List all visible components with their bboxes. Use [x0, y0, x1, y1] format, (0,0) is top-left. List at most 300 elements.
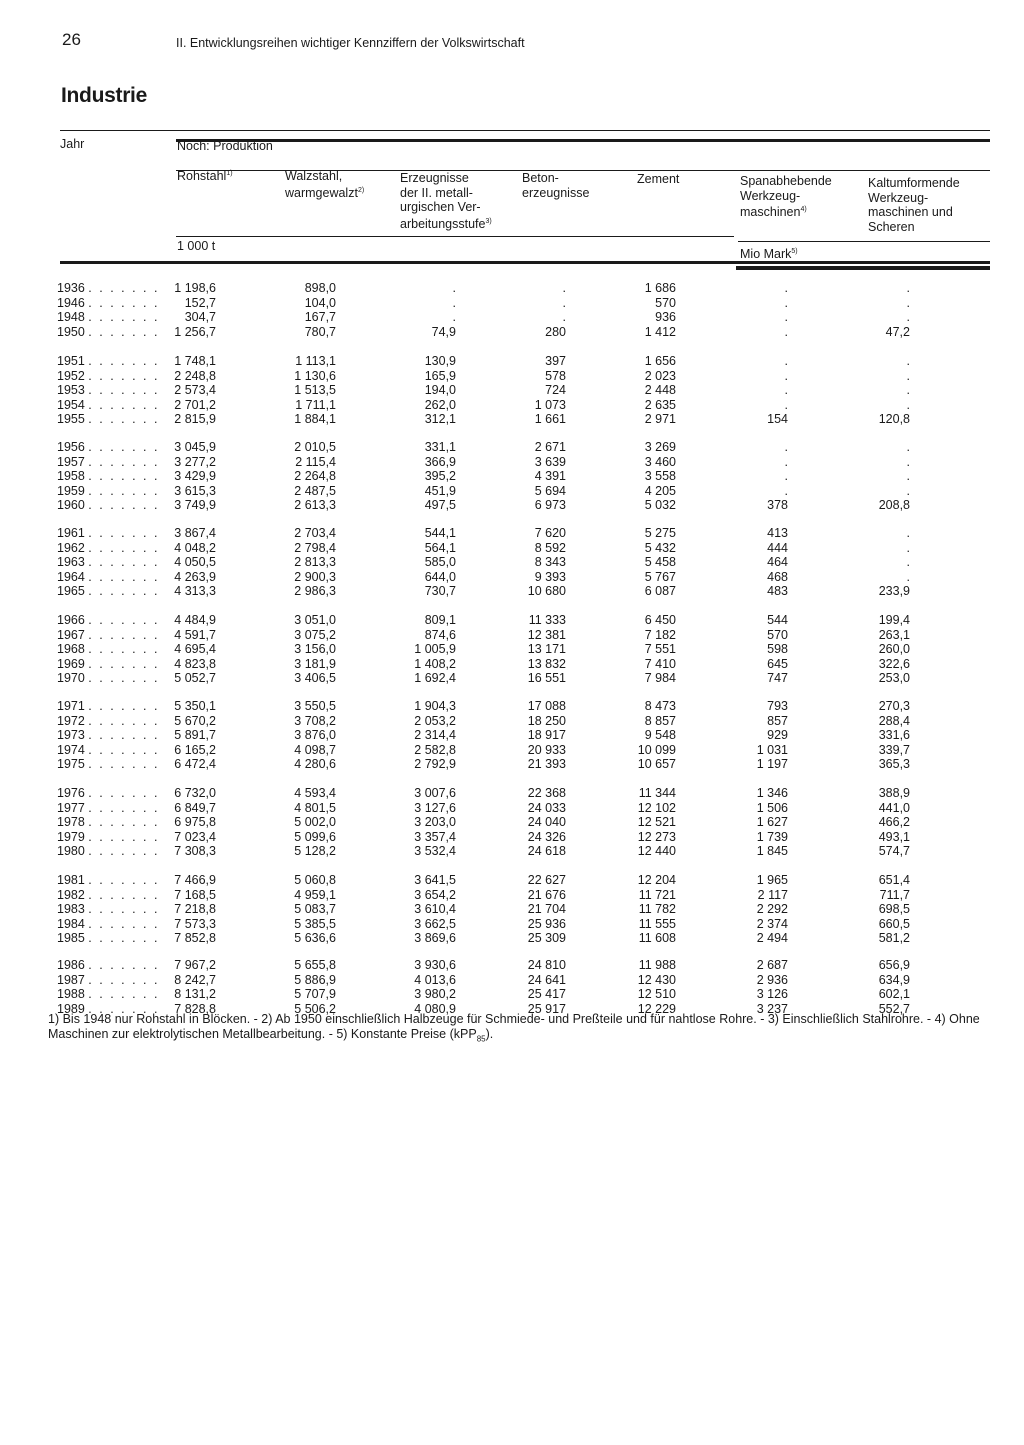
table-cell: 280 [545, 324, 566, 339]
leader-dots: . . . . . . . [88, 656, 160, 671]
column-header-rohstahl [177, 167, 233, 184]
leader-dots: . . . . . . . [88, 383, 160, 397]
table-cell: 464 [767, 555, 788, 569]
table-row [0, 613, 1024, 628]
table-cell: 331,6 [878, 728, 910, 742]
table-row [0, 498, 1024, 513]
table-cell: 17 088 [527, 699, 566, 713]
year-value: 1967 [57, 627, 85, 642]
table-cell: 645 [767, 656, 788, 671]
table-cell: 21 676 [527, 887, 566, 902]
table-cell: 5 052,7 [174, 671, 216, 685]
table-cell: 3 126 [756, 987, 788, 1001]
column-header-line: warmgewalzt [285, 185, 358, 200]
leader-dots: . . . . . . . [88, 498, 160, 512]
footnote-ref: 3) [485, 217, 492, 225]
table-cell: . [784, 397, 788, 412]
leader-dots: . . . . . . . [88, 958, 160, 972]
section-title: Industrie [61, 84, 147, 107]
table-cell: 7 573,3 [174, 916, 216, 931]
table-cell: 3 550,5 [294, 699, 336, 713]
table-cell: 3 075,2 [294, 627, 336, 642]
table-cell: 4 801,5 [294, 800, 336, 815]
year-cell [57, 902, 160, 917]
table-cell: 2 815,9 [174, 412, 216, 426]
footnote-ref: 2) [357, 186, 365, 194]
table-cell: 5 891,7 [174, 728, 216, 742]
table-cell: 711,7 [879, 887, 910, 902]
table-cell: . [784, 469, 788, 483]
table-cell: . [562, 295, 566, 310]
year-value: 1958 [57, 469, 85, 483]
table-cell: 270,3 [878, 699, 910, 713]
year-cell [57, 454, 160, 470]
table-cell: 8 473 [644, 699, 676, 713]
year-value: 1959 [57, 483, 85, 498]
table-cell: 1 412 [644, 324, 676, 339]
year-cell [57, 815, 160, 830]
leader-dots: . . . . . . . [88, 786, 160, 800]
table-cell: 8 131,2 [174, 987, 216, 1001]
table-cell: 3 051,0 [294, 613, 336, 627]
running-head: II. Entwicklungsreihen wichtiger Kennziffern der Volkswirtschaft [176, 36, 525, 50]
table-cell: 7 620 [534, 526, 566, 540]
leader-dots: . . . . . . . [88, 368, 160, 383]
table-cell: 2 971 [644, 412, 676, 426]
leader-dots: . . . . . . . [88, 728, 160, 742]
table-cell: 3 406,5 [294, 671, 336, 685]
year-value: 1979 [57, 829, 85, 844]
table-cell: 304,7 [184, 310, 216, 324]
year-cell [57, 656, 160, 672]
footnote-end: ). [485, 1027, 494, 1041]
table-cell: 413 [767, 526, 788, 540]
table-row [0, 743, 1024, 758]
table-cell: 929 [767, 728, 788, 742]
table-row [0, 801, 1024, 816]
table-row [0, 455, 1024, 470]
table-cell: 12 521 [637, 815, 676, 829]
leader-dots: . . . . . . . [88, 987, 160, 1001]
table-cell: 11 721 [638, 887, 676, 902]
leader-dots: . . . . . . . [88, 642, 160, 656]
year-cell [57, 757, 160, 772]
table-cell: . [906, 368, 910, 383]
table-cell: 233,9 [878, 584, 910, 598]
table-cell: 4 013,6 [414, 972, 456, 987]
table-cell: 3 869,6 [414, 931, 456, 945]
table-row [0, 757, 1024, 772]
table-row [0, 541, 1024, 556]
table-cell: . [906, 295, 910, 310]
table-cell: 2 374 [756, 916, 788, 931]
table-row [0, 714, 1024, 729]
year-value: 1961 [57, 526, 85, 540]
table-row [0, 728, 1024, 743]
table-cell: 644,0 [424, 569, 456, 584]
table-cell: . [452, 281, 456, 295]
table-cell: 22 368 [527, 786, 566, 800]
table-cell: 11 988 [638, 958, 676, 972]
table-cell: 5 128,2 [294, 844, 336, 858]
leader-dots: . . . . . . . [88, 671, 160, 685]
footnote-ref: 4) [800, 206, 807, 213]
year-cell [57, 844, 160, 859]
leader-dots: . . . . . . . [88, 972, 160, 987]
table-cell: 6 087 [644, 584, 676, 598]
table-cell: . [784, 383, 788, 397]
table-cell: 1 256,7 [174, 324, 216, 339]
table-cell: 4 484,9 [174, 613, 216, 627]
table-cell: 5 385,5 [294, 916, 336, 931]
table-cell: 21 393 [527, 757, 566, 771]
table-cell: 1 748,1 [174, 354, 216, 368]
table-cell: 395,2 [424, 469, 456, 483]
table-cell: 3 876,0 [294, 728, 336, 742]
table-cell: 322,6 [878, 656, 910, 671]
table-cell: 6 975,8 [174, 815, 216, 829]
table-cell: 3 610,4 [414, 902, 456, 916]
table-cell: 809,1 [424, 613, 456, 627]
table-cell: 1 739 [756, 829, 788, 844]
year-cell [57, 412, 160, 427]
table-cell: 13 171 [527, 642, 566, 656]
table-cell: 2 701,2 [174, 397, 216, 412]
year-value: 1950 [57, 324, 85, 339]
table-cell: 130,9 [424, 354, 456, 368]
table-cell: . [784, 310, 788, 324]
table-cell: 468 [767, 569, 788, 584]
year-cell [57, 829, 160, 845]
header-bottom-rule-right [736, 266, 990, 270]
table-cell: 3 654,2 [414, 887, 456, 902]
table-cell: 5 432 [644, 540, 676, 555]
table-cell: 793 [767, 699, 788, 713]
table-cell: 262,0 [424, 397, 456, 412]
table-cell: 2 494 [756, 931, 788, 945]
table-row [0, 325, 1024, 340]
table-cell: 167,7 [304, 310, 336, 324]
table-cell: 2 115,4 [295, 454, 336, 469]
table-cell: 5 032 [644, 498, 676, 512]
year-value: 1970 [57, 671, 85, 685]
table-cell: 288,4 [878, 713, 910, 728]
table-cell: 2 248,8 [174, 368, 216, 383]
year-value: 1977 [57, 800, 85, 815]
table-row [0, 354, 1024, 369]
year-value: 1976 [57, 786, 85, 800]
column-header-label: Rohstahl [177, 169, 227, 183]
table-cell: 651,4 [878, 873, 910, 887]
units-rule-left [176, 236, 734, 237]
table-cell: 24 618 [527, 844, 566, 858]
table-row [0, 369, 1024, 384]
table-cell: 1 005,9 [414, 642, 456, 656]
table-cell: 11 782 [638, 902, 676, 916]
year-value: 1972 [57, 713, 85, 728]
table-top-rule [60, 130, 990, 131]
table-cell: 5 275 [644, 526, 676, 540]
year-value: 1983 [57, 902, 85, 916]
table-cell: 331,1 [424, 440, 456, 454]
table-cell: 22 627 [527, 873, 566, 887]
table-cell: . [784, 483, 788, 498]
year-value: 1985 [57, 931, 85, 945]
table-row [0, 555, 1024, 570]
table-cell: . [906, 469, 910, 483]
table-cell: 4 593,4 [294, 786, 336, 800]
table-cell: 1 130,6 [294, 368, 336, 383]
column-header-line: Werkzeug- [740, 188, 801, 203]
year-cell [57, 713, 160, 729]
table-cell: 7 308,3 [174, 844, 216, 858]
table-cell: 47,2 [885, 324, 910, 339]
table-cell: 581,2 [878, 931, 910, 945]
table-cell: 11 555 [638, 916, 676, 931]
table-cell: 2 573,4 [174, 383, 216, 397]
year-value: 1946 [57, 295, 85, 310]
table-cell: 3 615,3 [174, 483, 216, 498]
year-value: 1988 [57, 987, 85, 1001]
table-cell: 25 917 [527, 1001, 566, 1016]
table-cell: 602,1 [878, 987, 910, 1001]
table-cell: 25 417 [527, 987, 566, 1001]
table-cell: . [906, 281, 910, 295]
table-cell: 936 [655, 310, 676, 324]
units-rule-right [738, 241, 990, 242]
table-cell: 2 582,8 [414, 742, 456, 757]
table-cell: 194,0 [424, 383, 456, 397]
table-row [0, 973, 1024, 988]
table-cell: 4 695,4 [174, 642, 216, 656]
footnote-subscript: 85 [476, 1034, 486, 1044]
table-cell: 7 168,5 [174, 887, 216, 902]
year-cell [57, 540, 160, 556]
group-header: Noch: Produktion [177, 139, 273, 153]
table-cell: 3 269 [644, 440, 676, 454]
year-header: Jahr [60, 137, 85, 151]
table-cell: 1 692,4 [414, 671, 456, 685]
leader-dots: . . . . . . . [88, 757, 160, 771]
table-row [0, 671, 1024, 686]
table-cell: . [784, 295, 788, 310]
table-cell: 8 857 [644, 713, 676, 728]
table-row [0, 888, 1024, 903]
table-cell: 2 813,3 [294, 555, 336, 569]
table-cell: . [906, 397, 910, 412]
table-cell: 747 [767, 671, 788, 685]
year-cell [57, 728, 160, 743]
table-cell: 1 627 [756, 815, 788, 829]
table-cell: 7 182 [644, 627, 676, 642]
column-header-line: Scheren [868, 219, 915, 234]
year-cell [57, 397, 160, 413]
table-cell: 154 [767, 412, 788, 426]
year-cell [57, 295, 160, 311]
year-cell [57, 383, 160, 398]
year-value: 1953 [57, 383, 85, 397]
table-cell: 3 708,2 [294, 713, 336, 728]
table-cell: 4 823,8 [174, 656, 216, 671]
year-value: 1957 [57, 454, 85, 469]
table-cell: 3 127,6 [414, 800, 456, 815]
table-cell: 3 532,4 [414, 844, 456, 858]
table-cell: 11 608 [638, 931, 676, 945]
leader-dots: . . . . . . . [88, 584, 160, 598]
year-value: 1936 [57, 281, 85, 295]
year-value: 1954 [57, 397, 85, 412]
table-cell: 312,1 [424, 412, 456, 426]
table-cell: 444 [767, 540, 788, 555]
table-cell: 12 381 [527, 627, 566, 642]
table-row [0, 958, 1024, 973]
year-cell [57, 642, 160, 657]
year-value: 1980 [57, 844, 85, 858]
table-cell: 25 309 [527, 931, 566, 945]
table-cell: 4 080,9 [414, 1001, 456, 1016]
table-cell: . [906, 569, 910, 584]
column-header-line: Beton- [522, 171, 559, 185]
table-cell: . [562, 310, 566, 324]
table-row [0, 383, 1024, 398]
year-cell [57, 931, 160, 946]
leader-dots: . . . . . . . [88, 310, 160, 324]
leader-dots: . . . . . . . [88, 1001, 160, 1016]
footnote-text: 1) Bis 1948 nur Rohstahl in Blöcken. - 2) Ab 1950 einschließlich Halbzeuge für Schmiede- und Preßteile und für nahtlose Rohre. - 3) Einschließlich Stahlrohre. - 4) Ohne Maschinen zur elektrolytischen Metallbearbeitung. - 5) Konstante Preise (kPP [48, 1012, 980, 1041]
table-cell: 2 314,4 [414, 728, 456, 742]
table-cell: 2 687 [756, 958, 788, 972]
table-cell: 1 506 [756, 800, 788, 815]
table-cell: 570 [655, 295, 676, 310]
table-cell: 1 904,3 [414, 699, 456, 713]
year-value: 1978 [57, 815, 85, 829]
leader-dots: . . . . . . . [88, 483, 160, 498]
table-cell: 451,9 [424, 483, 456, 498]
table-cell: 552,7 [878, 1001, 910, 1016]
table-cell: 5 694 [534, 483, 566, 498]
leader-dots: . . . . . . . [88, 699, 160, 713]
table-cell: 8 343 [534, 555, 566, 569]
year-cell [57, 742, 160, 758]
leader-dots: . . . . . . . [88, 324, 160, 339]
table-cell: 7 551 [644, 642, 676, 656]
table-cell: 9 548 [644, 728, 676, 742]
year-cell [57, 310, 160, 325]
table-row [0, 526, 1024, 541]
table-cell: 544 [767, 613, 788, 627]
column-header-line: urgischen Ver- [400, 200, 481, 214]
year-value: 1975 [57, 757, 85, 771]
table-cell: 12 229 [637, 1001, 676, 1016]
table-cell: 1 686 [644, 281, 676, 295]
table-cell: 2 487,5 [294, 483, 336, 498]
table-cell: 5 886,9 [294, 972, 336, 987]
table-cell: 11 333 [528, 613, 566, 627]
column-header-erzeugnisse [400, 171, 492, 231]
column-header-line: Erzeugnisse [400, 171, 469, 185]
table-cell: . [906, 454, 910, 469]
column-header-line: Spanabhebende [740, 174, 832, 188]
table-cell: 6 849,7 [174, 800, 216, 815]
table-top-rule-bold [176, 139, 990, 142]
table-cell: 656,9 [878, 958, 910, 972]
table-cell: 24 810 [527, 958, 566, 972]
year-value: 1989 [57, 1001, 85, 1016]
table-cell: . [906, 555, 910, 569]
table-cell: 120,8 [878, 412, 910, 426]
leader-dots: . . . . . . . [88, 295, 160, 310]
table-cell: 3 181,9 [294, 656, 336, 671]
table-cell: 74,9 [431, 324, 456, 339]
leader-dots: . . . . . . . [88, 844, 160, 858]
year-value: 1956 [57, 440, 85, 454]
table-cell: . [784, 354, 788, 368]
table-cell: 388,9 [878, 786, 910, 800]
table-cell: 18 917 [527, 728, 566, 742]
year-cell [57, 972, 160, 988]
table-cell: 497,5 [424, 498, 456, 512]
table-row [0, 310, 1024, 325]
table-cell: 4 263,9 [174, 569, 216, 584]
table-cell: 1 884,1 [294, 412, 336, 426]
year-cell [57, 440, 160, 455]
year-value: 1986 [57, 958, 85, 972]
table-cell: 3 045,9 [174, 440, 216, 454]
table-cell: 6 973 [534, 498, 566, 512]
table-row [0, 398, 1024, 413]
table-cell: 1 513,5 [294, 383, 336, 397]
table-cell: 660,5 [878, 916, 910, 931]
table-cell: 6 450 [644, 613, 676, 627]
leader-dots: . . . . . . . [88, 800, 160, 815]
table-cell: 874,6 [424, 627, 456, 642]
leader-dots: . . . . . . . [88, 526, 160, 540]
table-cell: 7 852,8 [174, 931, 216, 945]
table-cell: 1 965 [756, 873, 788, 887]
table-row [0, 815, 1024, 830]
table-cell: 730,7 [424, 584, 456, 598]
table-row [0, 917, 1024, 932]
table-row [0, 699, 1024, 714]
table-cell: 698,5 [878, 902, 910, 916]
column-header-line: Werkzeug- [868, 190, 929, 205]
table-cell: 578 [545, 368, 566, 383]
year-value: 1973 [57, 728, 85, 742]
column-header-line: der II. metall- [400, 185, 473, 200]
page-number: 26 [62, 30, 81, 49]
table-cell: 5 707,9 [294, 987, 336, 1001]
table-cell: 3 930,6 [414, 958, 456, 972]
leader-dots: . . . . . . . [88, 742, 160, 757]
table-cell: 208,8 [878, 498, 910, 512]
table-cell: 378 [767, 498, 788, 512]
year-cell [57, 887, 160, 903]
table-cell: 4 391 [534, 469, 566, 483]
table-cell: 7 967,2 [174, 958, 216, 972]
unit-label-mio-mark [740, 245, 798, 262]
table-cell: 365,3 [878, 757, 910, 771]
year-value: 1968 [57, 642, 85, 656]
year-value: 1964 [57, 569, 85, 584]
table-cell: 724 [545, 383, 566, 397]
table-cell: 4 048,2 [174, 540, 216, 555]
table-cell: 7 410 [644, 656, 676, 671]
table-cell: . [452, 310, 456, 324]
table-row [0, 873, 1024, 888]
table-cell: 2 010,5 [294, 440, 336, 454]
table-cell: 25 936 [527, 916, 566, 931]
year-value: 1969 [57, 656, 85, 671]
